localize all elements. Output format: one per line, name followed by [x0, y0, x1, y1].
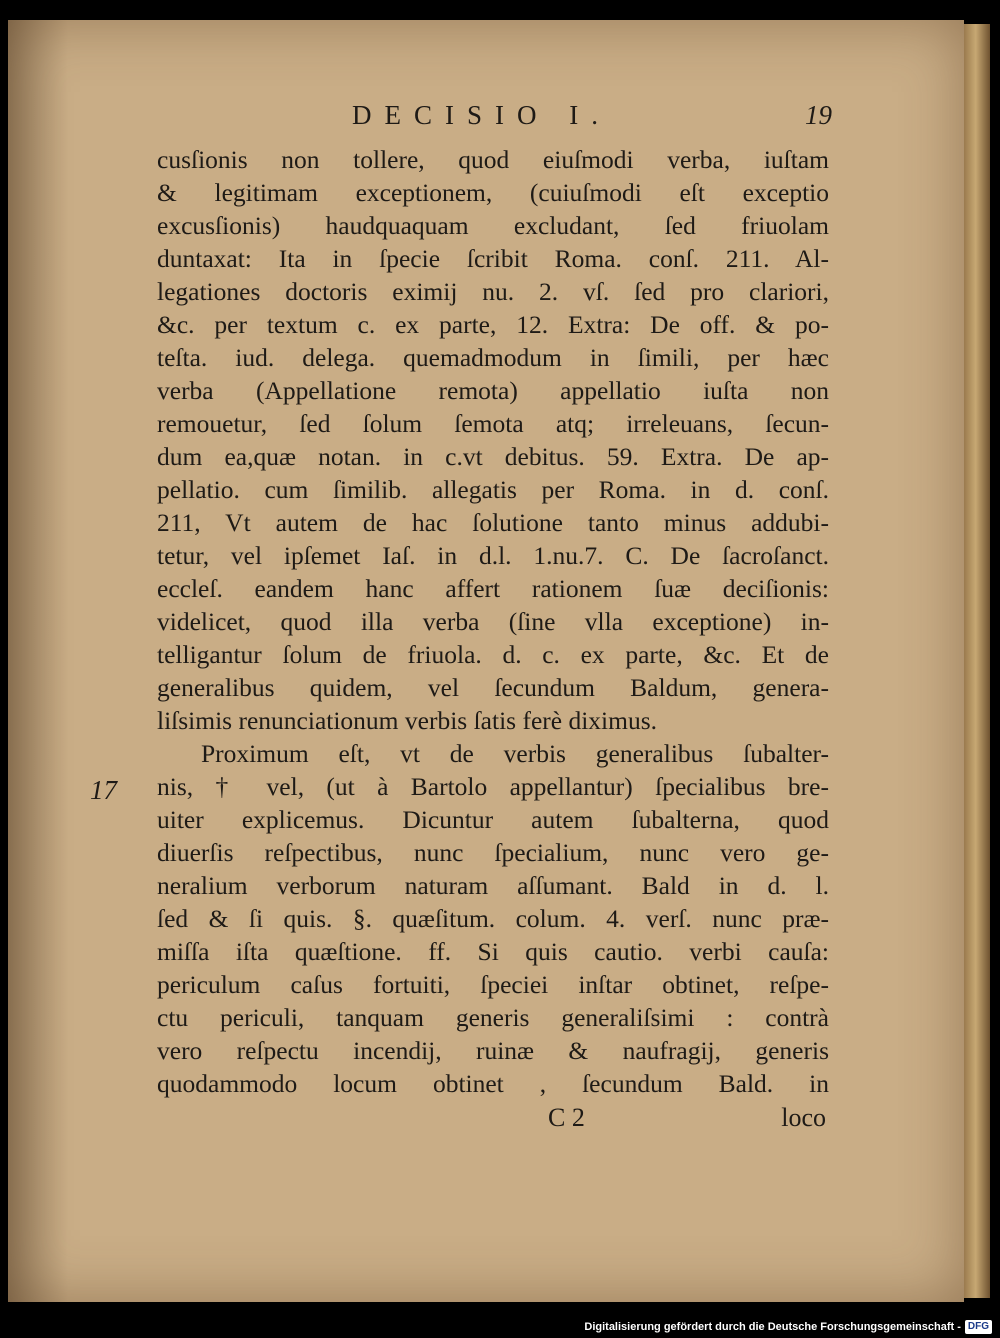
text-line: nis, † vel, (ut à Bartolo appellantur) ſpecialibus bre-: [157, 772, 829, 801]
text-line: miſſa iſta quæſtione. ff. Si quis cautio. verbi cauſa:: [157, 937, 829, 966]
text-line: telligantur ſolum de friuola. d. c. ex parte, &c. Et de: [157, 640, 829, 669]
text-line: excusſionis) haudquaquam excludant, ſed friuolam: [157, 211, 829, 240]
text-line: videlicet, quod illa verba (ſine vlla exceptione) in-: [157, 607, 829, 636]
text-line: cusſionis non tollere, quod eiuſmodi verba, iuſtam: [157, 145, 829, 174]
text-line: neralium verborum naturam aſſumant. Bald in d. l.: [157, 871, 829, 900]
text-line: periculum caſus fortuiti, ſpeciei inſtar obtinet, reſpe-: [157, 970, 829, 999]
text-line: pellatio. cum ſimilib. allegatis per Roma. in d. conſ.: [157, 475, 829, 504]
page-header: [352, 100, 832, 140]
margin-note: 17: [90, 775, 117, 805]
text-line: 211, Vt autem de hac ſolutione tanto minus addubi-: [157, 508, 829, 537]
signature-mark: C 2: [548, 1103, 585, 1132]
text-line: ſed & ſi quis. §. quæſitum. colum. 4. verſ. nunc præ-: [157, 904, 829, 933]
credit-text: Digitalisierung gefördert durch die Deutsche Forschungsgemeinschaft -: [584, 1321, 961, 1333]
page-edge: [964, 24, 990, 1298]
text-line: teſta. iud. delega. quemadmodum in ſimili, per hæc: [157, 343, 829, 372]
text-line: generalibus quidem, vel ſecundum Baldum, genera-: [157, 673, 829, 702]
digitization-credit: [584, 1318, 992, 1336]
text-line: & legitimam exceptionem, (cuiuſmodi eſt exceptio: [157, 178, 829, 207]
text-line: dum ea,quæ notan. in c.vt debitus. 59. Extra. De ap-: [157, 442, 829, 471]
text-line: ctu periculi, tanquam generis generaliſsimi : contrà: [157, 1003, 829, 1032]
page-number: 19: [805, 100, 832, 130]
text-line: tetur, vel ipſemet Iaſ. in d.l. 1.nu.7. C. De ſacroſanct.: [157, 541, 829, 570]
text-line: &c. per textum c. ex parte, 12. Extra: De off. & po-: [157, 310, 829, 339]
body-text: [157, 143, 829, 1100]
text-line: Proximum eſt, vt de verbis generalibus ſubalter-: [201, 739, 829, 768]
page-footer: [548, 1103, 826, 1139]
running-title: DECISIO I.: [352, 100, 611, 130]
text-line: remouetur, ſed ſolum ſemota atq; irreleuans, ſecun-: [157, 409, 829, 438]
dfg-logo-icon: DFG: [965, 1320, 992, 1334]
text-line: liſsimis renunciationum verbis ſatis ferè diximus.: [157, 706, 658, 735]
text-line: verba (Appellatione remota) appellatio iuſta non: [157, 376, 829, 405]
text-line: eccleſ. eandem hanc affert rationem ſuæ deciſionis:: [157, 574, 829, 603]
text-line: uiter explicemus. Dicuntur autem ſubalterna, quod: [157, 805, 829, 834]
catchword: loco: [781, 1103, 826, 1132]
text-line: quodammodo locum obtinet , ſecundum Bald. in: [157, 1069, 829, 1098]
text-line: vero reſpectu incendij, ruinæ & naufragij, generis: [157, 1036, 829, 1065]
text-line: diuerſis reſpectibus, nunc ſpecialium, nunc vero ge-: [157, 838, 829, 867]
gutter-shadow: [8, 20, 68, 1302]
text-line: legationes doctoris eximij nu. 2. vſ. ſed pro clariori,: [157, 277, 829, 306]
text-line: duntaxat: Ita in ſpecie ſcribit Roma. conſ. 211. Al-: [157, 244, 829, 273]
